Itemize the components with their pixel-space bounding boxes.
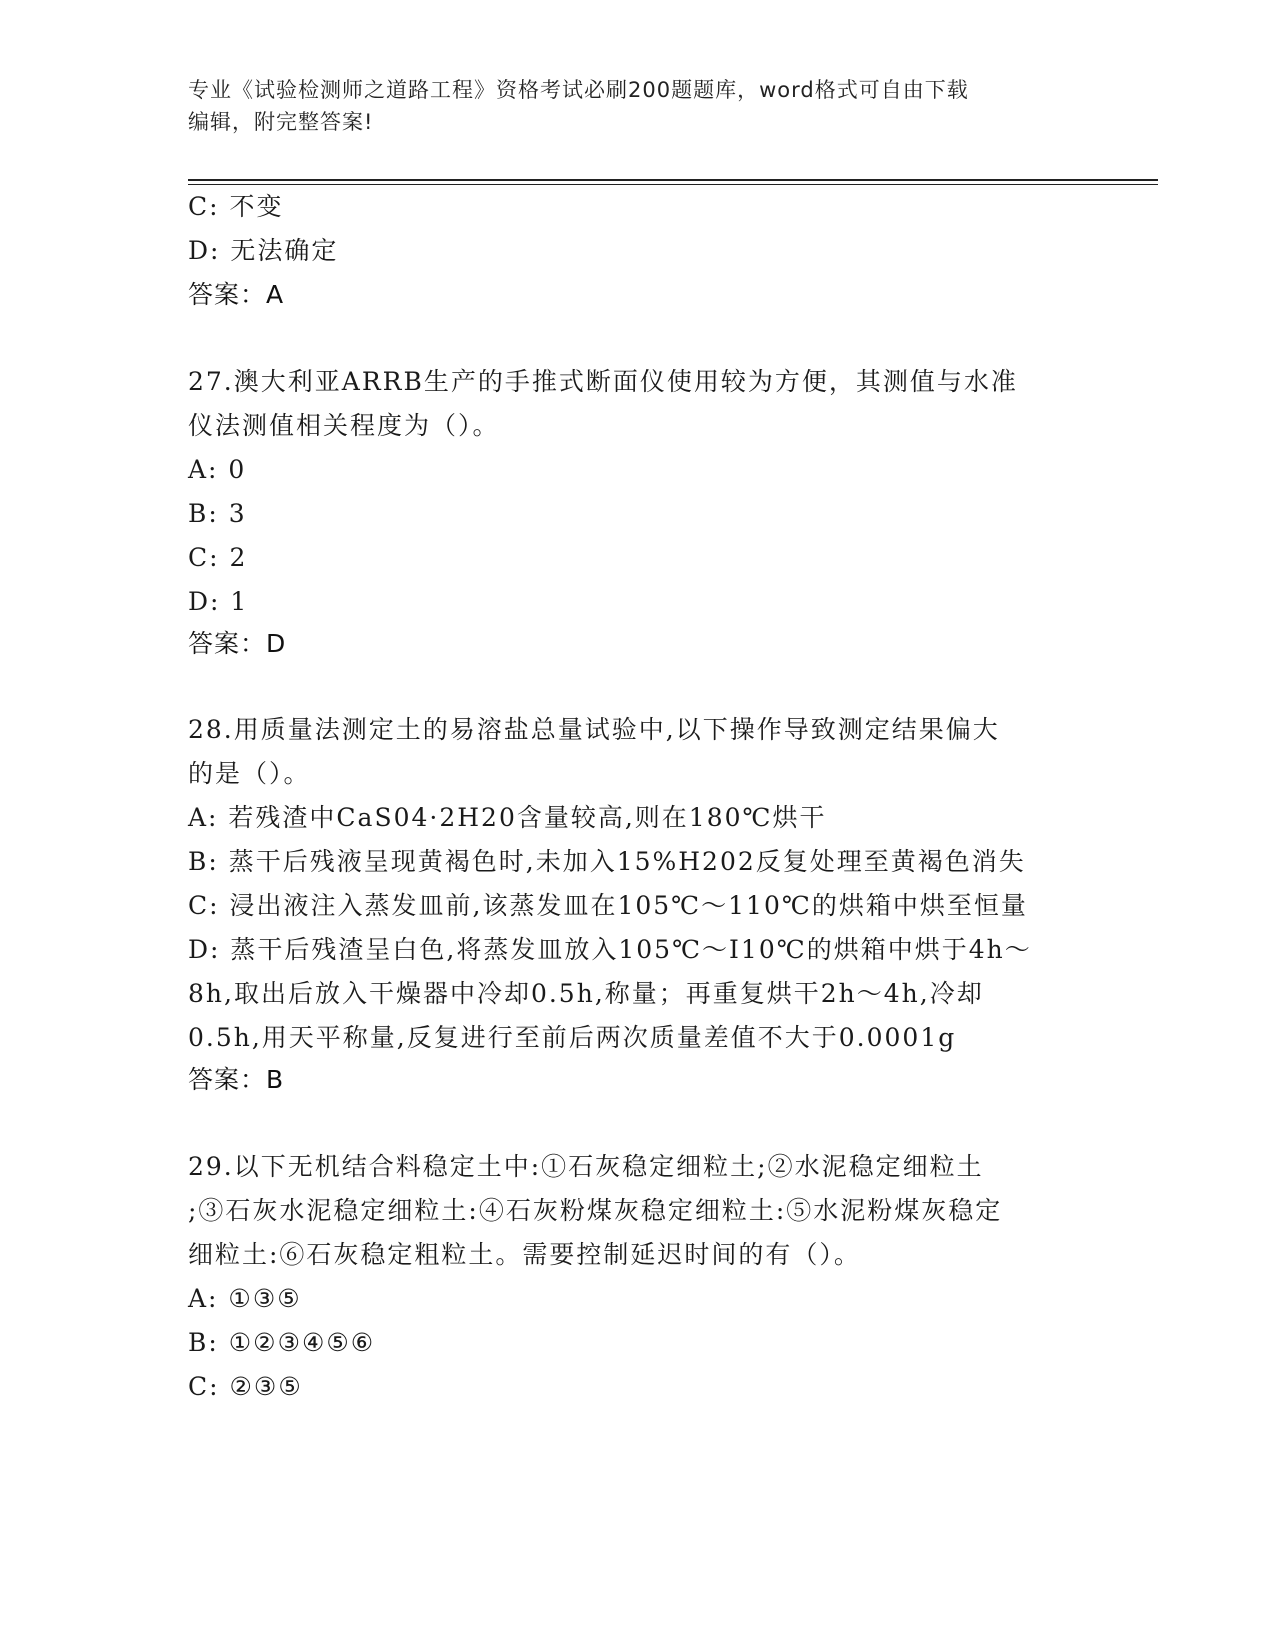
q27-option-d: D: 1 (188, 587, 249, 616)
q29-option-a: A: ①③⑤ (188, 1284, 302, 1313)
q27-answer: 答案：D (188, 629, 287, 658)
q28-answer: 答案：B (188, 1065, 285, 1094)
q26-option-d: D: 无法确定 (188, 236, 339, 265)
header-title-line-1: 专业《试验检测师之道路工程》资格考试必刷200题题库，word格式可自由下载 (188, 78, 969, 102)
page-header (188, 74, 1068, 138)
q28-stem-line-1: 28.用质量法测定土的易溶盐总量试验中,以下操作导致测定结果偏大 (188, 715, 1000, 744)
header-divider-thick (188, 179, 1158, 181)
q27-option-b: B: 3 (188, 499, 247, 528)
q27-stem-line-2: 仪法测值相关程度为（）。 (188, 411, 500, 440)
q29-stem-line-3: 细粒土:⑥石灰稳定粗粒土。需要控制延迟时间的有（）。 (188, 1240, 861, 1269)
q29-stem-line-1: 29.以下无机结合料稳定土中:①石灰稳定细粒土;②水泥稳定细粒土 (188, 1152, 984, 1181)
q28-option-d-line-1: D: 蒸干后残渣呈白色,将蒸发皿放入105℃～I10℃的烘箱中烘于4h～ (188, 935, 1032, 964)
q27-option-c: C: 2 (188, 543, 248, 572)
header-divider-thin (188, 184, 1158, 185)
q28-option-c: C: 浸出液注入蒸发皿前,该蒸发皿在105℃～110℃的烘箱中烘至恒量 (188, 891, 1028, 920)
q28-option-d-line-3: 0.5h,用天平称量,反复进行至前后两次质量差值不大于0.0001g (188, 1023, 957, 1052)
q27-option-a: A: 0 (188, 455, 247, 484)
q29-stem-line-2: ;③石灰水泥稳定细粒土:④石灰粉煤灰稳定细粒土:⑤水泥粉煤灰稳定 (188, 1196, 1003, 1225)
header-title-line-2: 编辑，附完整答案! (188, 110, 374, 134)
q29-option-c: C: ②③⑤ (188, 1372, 303, 1401)
q27-stem-line-1: 27.澳大利亚ARRB生产的手推式断面仪使用较为方便，其测值与水准 (188, 367, 1018, 396)
q28-option-a: A: 若残渣中CaS04·2H20含量较高,则在180℃烘干 (188, 803, 827, 832)
q29-option-b: B: ①②③④⑤⑥ (188, 1328, 376, 1357)
q28-option-d-line-2: 8h,取出后放入干燥器中冷却0.5h,称量；再重复烘干2h～4h,冷却 (188, 979, 984, 1008)
q26-answer: 答案：A (188, 280, 285, 309)
q28-option-b: B: 蒸干后残液呈现黄褐色时,未加入15%H202反复处理至黄褐色消失 (188, 847, 1026, 876)
q26-option-c: C: 不变 (188, 192, 284, 221)
q28-stem-line-2: 的是（）。 (188, 759, 311, 788)
